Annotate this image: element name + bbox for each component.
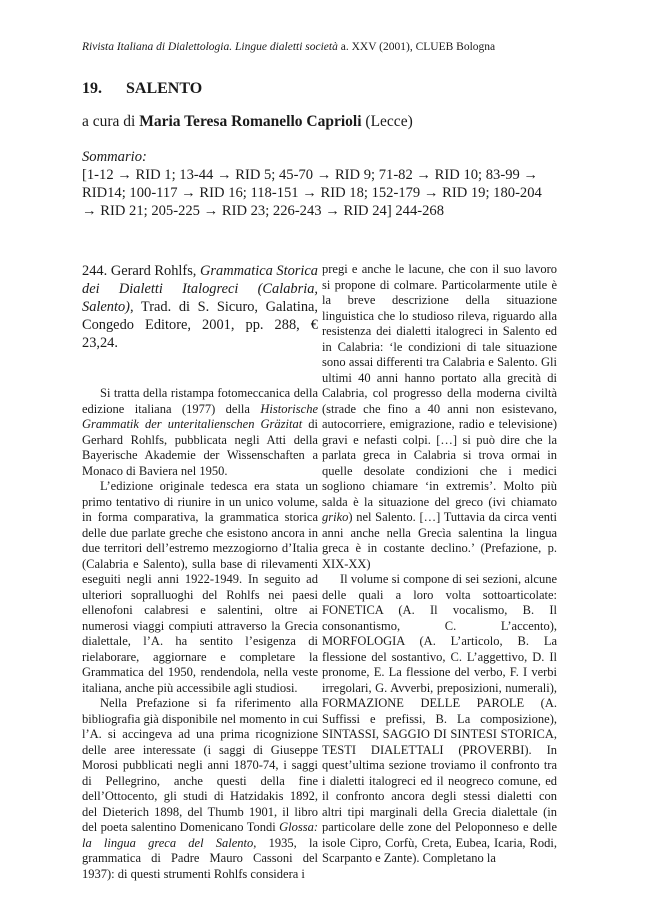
summary-line: → RID 21; 205-225 → RID 23; 226-243 → RID 24] 244-268 <box>82 203 444 219</box>
paragraph: pregi e anche le lacune, che con il suo lavoro si propone di colmare. Particolarmente utile è la breve descrizione della situazione linguistica che lo studioso rileva, riguardo alla resistenza dei dialetti italogreci in Salento ed in Calabria: ‘le condizioni di tale situazione sono assai differenti tra Calabria e Salento. Gli ultimi 40 anni hanno portato alla grecità di Calabria, col progresso della moderna civiltà (strade che fino a 40 anni non esistevano, autocorriere, emigrazione, radio e televisione) gravi e nefasti colpi. […] si può dire che la parlata greca in Calabria si trova ormai in quelle desolate condizioni che i medici sogliono chiamare ‘in extremis’. Molto più salda è la situazione del greco (ivi chiamato griko) nel Salento. […] Tuttavia da circa venti anni anche nella Grecìa salentina la lingua greca è in costante declino.’ (Prefazione, p. XIX-XX) <box>322 262 557 571</box>
section-number: 19. <box>82 80 102 97</box>
left-column <box>82 262 318 882</box>
summary-block <box>82 148 582 220</box>
section-title: SALENTO <box>126 80 203 97</box>
entry-heading <box>82 262 318 352</box>
journal-issue: a. XXV (2001), CLUEB Bologna <box>337 41 496 53</box>
running-header <box>82 41 582 53</box>
summary-label: Sommario: <box>82 149 147 165</box>
paragraph: Si tratta della ristampa fotomeccanica della edizione italiana (1977) della Historische Grammatik der unteritalienschen Gräzitat di Gerhard Rohlfs, pubblicata negli Atti della Bayerische Akademie der Wissenschaften a Monaco di Baviera nel 1950. <box>82 386 318 478</box>
journal-title: Rivista Italiana di Dialettologia. Lingue dialetti società <box>82 41 338 53</box>
right-column <box>322 262 557 867</box>
entry-details: , Trad. di S. Sicuro, Galatina, Congedo Editore, 2001, pp. 288, € 23,24. <box>82 299 318 351</box>
summary-line: [1-12 → RID 1; 13-44 → RID 5; 45-70 → RID 9; 71-82 → RID 10; 83-99 → <box>82 167 539 183</box>
curator-prefix: a cura di <box>82 113 140 130</box>
entry-number-author: 244. Gerard Rohlfs, <box>82 263 201 279</box>
paragraph: Il volume si compone di sei sezioni, alcune delle quali a loro volta sottoarticolate: FONETICA (A. Il vocalismo, B. Il consonantismo, C. L’accento), MORFOLOGIA (A. L’articolo, B. La flessione del sostantivo, C. L’aggettivo, D. Il pronome, E. La flessione del verbo, F. I verbi irregolari, G. Avverbi, preposizioni, numerali), FORMAZIONE DELLE PAROLE (A. Suffissi e prefissi, B. La composizione), SINTASSI, SAGGIO DI SINTESI STORICA, TESTI DIALETTALI (PROVERBI). In quest’ultima sezione troviamo il confronto tra i dialetti italogreci ed il neogreco comune, ed il confronto ancora degli stessi dialetti con altri tipi marginali della Grecia dialettale (in particolare delle zone del Peloponneso e delle isole Cipro, Corfù, Creta, Eubea, Icaria, Rodi, Scarpanto e Zante). Completano la <box>322 572 557 865</box>
entry-book-title: Grammatica Storica dei Dialetti Italogreci (Calabria, Salento) <box>82 263 318 315</box>
curator-line <box>82 113 413 131</box>
section-heading <box>82 80 202 98</box>
paragraph: Nella Prefazione si fa riferimento alla bibliografia già disponibile nel momento in cui l’A. si accingeva ad una prima ricognizione delle aree interessate (i saggi di Giuseppe Morosi pubblicati negli anni 1870-74, i saggi di Pellegrino, anche questi della fine dell’Ottocento, gli studi di Hatzidakis 1892, del Dieterich 1898, del Thumb 1901, il libro del poeta salentino Domenicano Tondi Glossa: la lingua greca del Salento, 1935, la grammatica di Padre Mauro Cassoni del 1937): di questi strumenti Rohlfs considera i <box>82 696 318 881</box>
paragraph: L’edizione originale tedesca era stata un primo tentativo di riunire in un unico volume, in forma comparativa, la grammatica storica delle due parlate greche che esistono ancora in due territori dell’estremo mezzogiorno d’Italia (Calabria e Salento), sulla base di rilevamenti eseguiti negli anni 1922-1949. In seguito ad ulteriori sopralluoghi del Rohlfs nei paesi ellenofoni calabresi e salentini, oltre ai numerosi viaggi compiuti attraverso la Grecia dialettale, l’A. ha sentito l’esigenza di rielaborare, aggiornare e completare la Grammatica del 1950, rendendola, nella veste italiana, anche più accessibile agli studiosi. <box>82 479 318 695</box>
curator-name: Maria Teresa Romanello Caprioli <box>139 113 362 130</box>
curator-place: (Lecce) <box>361 113 413 130</box>
summary-line: RID14; 100-117 → RID 16; 118-151 → RID 18; 152-179 → RID 19; 180-204 <box>82 185 542 201</box>
